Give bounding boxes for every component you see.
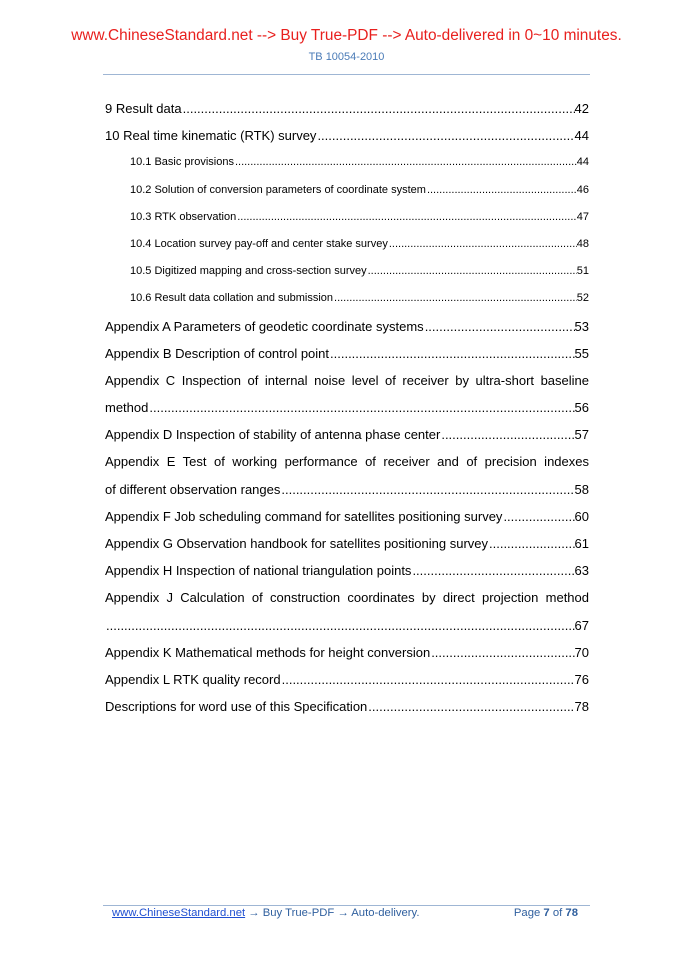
toc-entry-label: Appendix G Observation handbook for satellites positioning survey <box>105 536 488 551</box>
toc-leader-dots <box>411 557 574 584</box>
page-indicator <box>514 907 578 919</box>
toc-leader-dots <box>148 394 574 421</box>
toc-entry-page: 52 <box>576 292 589 305</box>
toc-subentry[interactable] <box>105 204 589 231</box>
top-banner[interactable]: www.ChineseStandard.net --> Buy True-PDF --> Auto-delivered in 0~10 minutes. <box>71 27 622 44</box>
toc-leader-dots <box>440 421 574 448</box>
toc-leader-dots <box>488 530 575 557</box>
toc-entry[interactable] <box>105 693 589 720</box>
toc-entry-label: Appendix C Inspection of internal noise level of receiver by ultra-short baseline <box>105 372 589 388</box>
toc-entry-label: 10.3 RTK observation <box>130 210 237 223</box>
toc-entry[interactable] <box>105 122 589 149</box>
toc-entry-label: of different observation ranges <box>105 481 281 497</box>
toc-leader-dots <box>236 204 577 231</box>
toc-leader-dots <box>281 666 575 693</box>
toc-leader-dots <box>426 177 577 204</box>
toc-entry-page: 44 <box>574 128 589 144</box>
toc-entry-label: Appendix F Job scheduling command for satellites positioning survey <box>105 508 503 524</box>
table-of-contents <box>105 95 589 720</box>
toc-entry-label: Appendix B Description of control point <box>105 345 330 361</box>
toc-entry-first-line[interactable] <box>105 367 589 394</box>
toc-entry-label: 10.1 Basic provisions <box>130 156 234 169</box>
toc-entry-page: 47 <box>576 210 589 223</box>
toc-leader-dots <box>182 95 575 122</box>
current-page: 7 <box>543 907 550 919</box>
toc-entry-page: 56 <box>574 400 589 416</box>
toc-entry-page: 44 <box>576 156 589 169</box>
toc-entry[interactable] <box>105 530 589 557</box>
page-footer <box>112 907 580 923</box>
toc-entry-label: 10.2 Solution of conversion parameters of coordinate system <box>130 183 426 196</box>
toc-entry-label: 10.6 Result data collation and submission <box>130 292 334 305</box>
toc-leader-dots <box>316 122 574 149</box>
toc-leader-dots <box>424 313 575 340</box>
toc-entry-page: 60 <box>574 508 589 524</box>
toc-entry-label: 10.4 Location survey pay-off and center stake survey <box>130 237 388 250</box>
toc-entry-first-line[interactable] <box>105 448 589 475</box>
toc-subentry[interactable] <box>105 258 589 285</box>
toc-subentry[interactable] <box>105 149 589 176</box>
toc-entry[interactable] <box>105 421 589 448</box>
toc-entry-page: 78 <box>574 699 589 715</box>
footer-divider <box>103 905 590 906</box>
toc-entry-page: 55 <box>574 345 589 361</box>
toc-leader-dots <box>234 149 577 176</box>
toc-entry-first-line[interactable] <box>105 584 589 611</box>
toc-entry-label: Descriptions for word use of this Specification <box>105 699 368 715</box>
toc-leader-dots <box>367 258 577 285</box>
toc-subentry[interactable] <box>105 177 589 204</box>
toc-entry[interactable] <box>105 503 589 530</box>
toc-entry-label: Appendix H Inspection of national triangulation points <box>105 563 412 579</box>
toc-entry-label: Appendix A Parameters of geodetic coordinate systems <box>105 318 424 334</box>
toc-subentry[interactable] <box>105 231 589 258</box>
toc-entry-page: 63 <box>574 563 589 579</box>
toc-entry[interactable] <box>105 612 589 639</box>
toc-entry-page: 76 <box>574 671 589 687</box>
footer-buy-text: Buy True-PDF <box>262 907 335 919</box>
toc-entry[interactable] <box>105 557 589 584</box>
toc-leader-dots <box>430 639 574 666</box>
toc-subentry[interactable] <box>105 285 589 312</box>
toc-entry-page: 51 <box>576 265 589 278</box>
toc-entry[interactable] <box>105 340 589 367</box>
header-divider <box>103 74 590 75</box>
toc-leader-dots <box>367 693 574 720</box>
toc-leader-dots <box>329 340 575 367</box>
toc-entry[interactable] <box>105 476 589 503</box>
toc-entry-page: 70 <box>574 644 589 660</box>
toc-entry[interactable] <box>105 666 589 693</box>
toc-entry-page: 61 <box>574 536 589 551</box>
toc-entry-page: 53 <box>574 318 589 334</box>
toc-entry[interactable] <box>105 95 589 122</box>
toc-entry-page: 42 <box>574 101 589 116</box>
toc-entry-label: 9 Result data <box>105 101 182 116</box>
toc-leader-dots <box>333 285 577 312</box>
toc-entry[interactable] <box>105 313 589 340</box>
footer-delivery-text: Auto-delivery. <box>351 907 420 919</box>
toc-entry-label: method <box>105 400 149 416</box>
page-word: Page <box>513 907 541 919</box>
toc-entry[interactable] <box>105 394 589 421</box>
toc-entry-label: Appendix J Calculation of construction coordinates by direct projection method <box>105 590 589 606</box>
arrow-icon: → <box>337 907 349 919</box>
toc-leader-dots <box>502 503 574 530</box>
total-pages: 78 <box>565 907 578 919</box>
toc-entry-label: 10.5 Digitized mapping and cross-section survey <box>130 265 367 278</box>
toc-entry[interactable] <box>105 639 589 666</box>
toc-entry-label: 10 Real time kinematic (RTK) survey <box>105 128 317 144</box>
toc-entry-page: 67 <box>574 617 589 633</box>
toc-entry-page: 46 <box>576 183 589 196</box>
toc-entry-label: Appendix E Test of working performance of receiver and of precision indexes <box>105 454 589 470</box>
toc-entry-label: Appendix D Inspection of stability of antenna phase center <box>105 427 441 443</box>
toc-leader-dots <box>388 231 577 258</box>
toc-leader-dots <box>280 476 574 503</box>
toc-entry-page: 57 <box>574 427 589 443</box>
arrow-icon: → <box>248 907 260 919</box>
toc-entry-label: Appendix L RTK quality record <box>105 671 281 687</box>
footer-site-link[interactable]: www.ChineseStandard.net <box>112 907 246 919</box>
toc-entry-page: 58 <box>574 481 589 497</box>
toc-entry-page: 48 <box>576 237 589 250</box>
document-number: TB 10054-2010 <box>308 51 385 63</box>
toc-leader-dots <box>105 612 575 639</box>
of-word: of <box>552 907 563 919</box>
toc-entry-label: Appendix K Mathematical methods for height conversion <box>105 644 431 660</box>
